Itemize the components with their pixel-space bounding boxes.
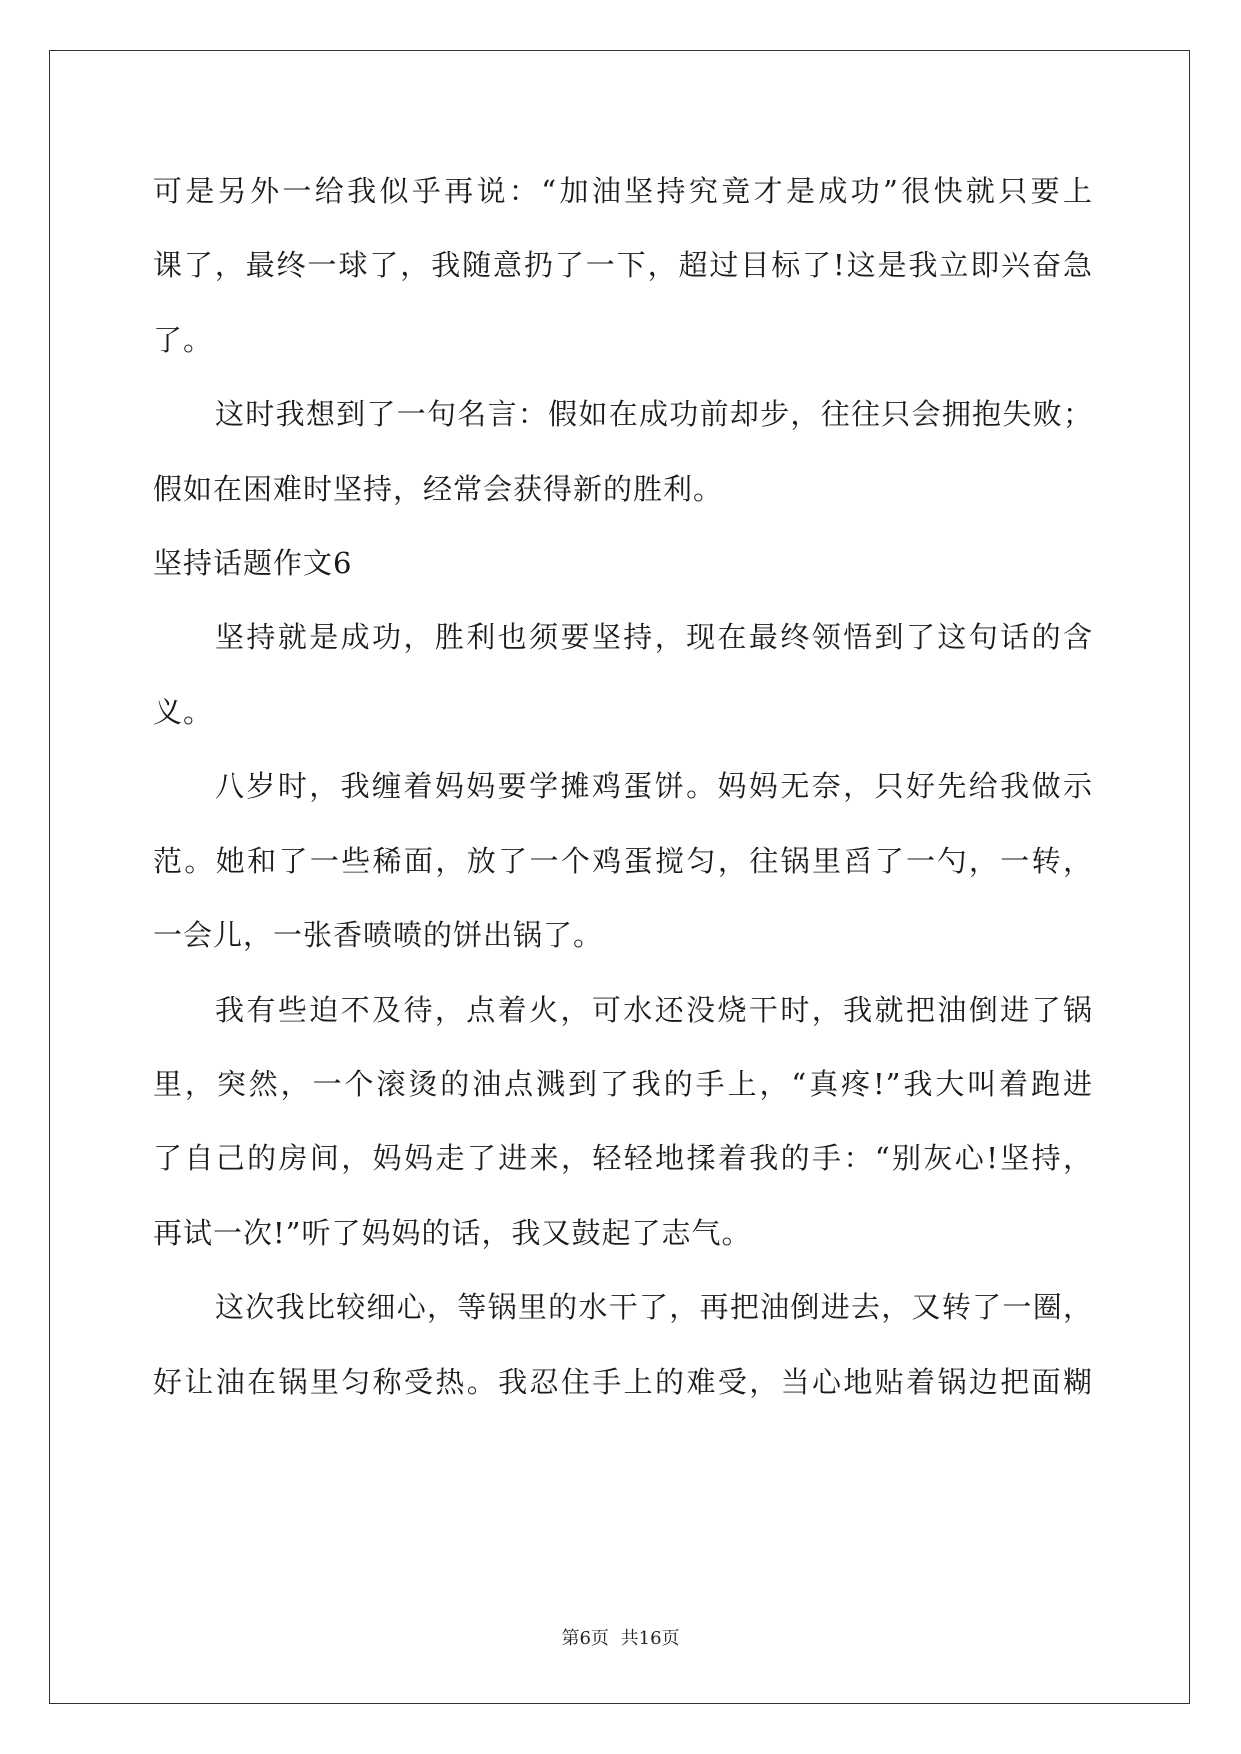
text-line: 我有些迫不及待，点着火，可水还没烧干时，我就把油倒进了锅 (215, 993, 1093, 1027)
page-total: 共16页 (620, 1628, 680, 1649)
text-line: 坚持就是成功，胜利也须要坚持，现在最终领悟到了这句话的含 (215, 620, 1093, 654)
page-footer (0, 1624, 1241, 1650)
text-line: 再试一次!”听了妈妈的话，我又鼓起了志气。 (153, 1216, 752, 1250)
text-line: 八岁时，我缠着妈妈要学摊鸡蛋饼。妈妈无奈，只好先给我做示 (215, 769, 1093, 803)
text-line: 这时我想到了一句名言：假如在成功前却步，往往只会拥抱失败； (215, 397, 1093, 431)
text-line: 可是另外一给我似乎再说：“加油坚持究竟才是成功”很快就只要上 (153, 174, 1093, 208)
text-line: 假如在困难时坚持，经常会获得新的胜利。 (153, 472, 724, 506)
text-line: 范。她和了一些稀面，放了一个鸡蛋搅匀，往锅里舀了一勺，一转， (153, 844, 1093, 878)
section-heading: 坚持话题作文6 (153, 546, 353, 580)
text-line: 了自己的房间，妈妈走了进来，轻轻地揉着我的手：“别灰心!坚持， (153, 1141, 1093, 1175)
text-line: 了。 (153, 323, 214, 357)
text-line: 课了，最终一球了，我随意扔了一下，超过目标了!这是我立即兴奋急 (153, 248, 1093, 282)
text-line: 义。 (153, 695, 214, 729)
text-line: 这次我比较细心，等锅里的水干了，再把油倒进去，又转了一圈， (215, 1290, 1093, 1324)
text-line: 一会儿，一张香喷喷的饼出锅了。 (153, 918, 604, 952)
page-number: 第6页 (561, 1628, 609, 1649)
text-line: 好让油在锅里匀称受热。我忍住手上的难受，当心地贴着锅边把面糊 (153, 1365, 1093, 1399)
text-line: 里，突然，一个滚烫的油点溅到了我的手上，“真疼!”我大叫着跑进 (153, 1067, 1093, 1101)
